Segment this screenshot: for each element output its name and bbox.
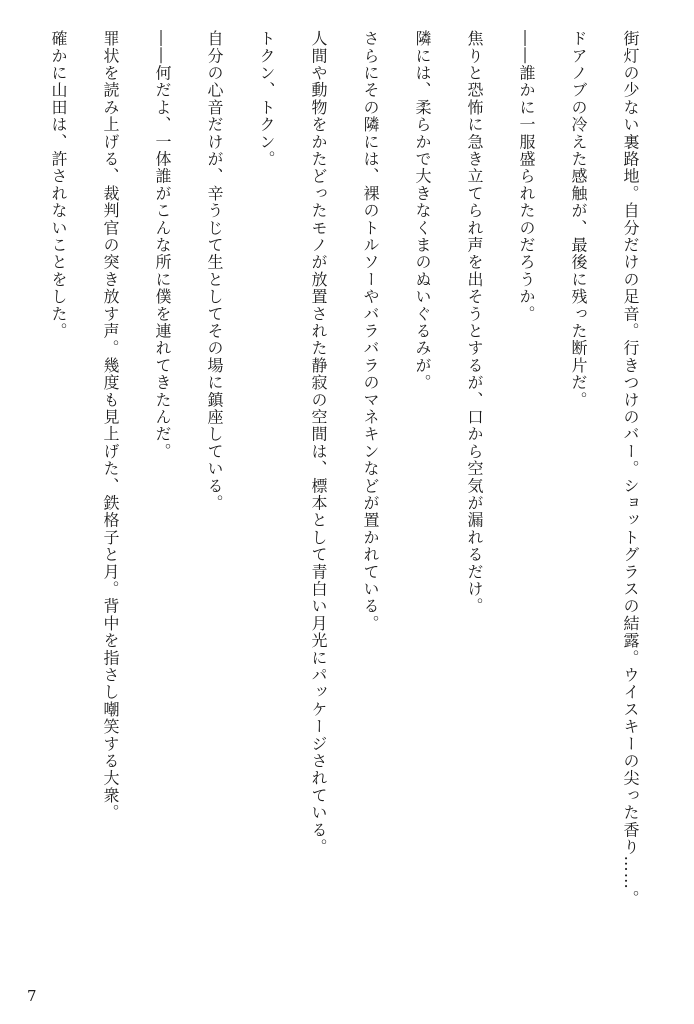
paragraph: 罪状を読み上げる、裁判官の突き放す声。幾度も見上げた、鉄格子と月。背中を指さし嘲笑する大衆。 [101, 30, 120, 822]
paragraph: トクン、トクン。 [257, 30, 276, 168]
paragraph: 隣には、柔らかで大きなくまのぬいぐるみが。 [413, 30, 432, 392]
paragraph: 街灯の少ない裏路地。自分だけの足音。行きつけのバー。ショットグラスの結露。ウイスキーの尖った香り……。 [621, 30, 640, 908]
page-number: 7 [27, 987, 37, 1005]
paragraph: さらにその隣には、裸のトルソーやバラバラのマネキンなどが置かれている。 [361, 30, 380, 632]
paragraph: 焦りと恐怖に急き立てられ声を出そうとするが、口から空気が漏れるだけ。 [465, 30, 484, 615]
paragraph: ドアノブの冷えた感触が、最後に残った断片だ。 [569, 30, 588, 409]
vertical-text-body [32, 30, 656, 910]
paragraph: 自分の心音だけが、辛うじて生としてその場に鎮座している。 [205, 30, 224, 512]
paragraph: 確かに山田は、許されないことをした。 [49, 30, 68, 340]
paragraph: ――誰かに一服盛られたのだろうか。 [517, 30, 536, 323]
paragraph: 人間や動物をかたどったモノが放置された静寂の空間は、標本として青白い月光にパッケージされている。 [309, 30, 328, 856]
paragraph: ――何だよ、一体誰がこんな所に僕を連れてきたんだ。 [153, 30, 172, 460]
